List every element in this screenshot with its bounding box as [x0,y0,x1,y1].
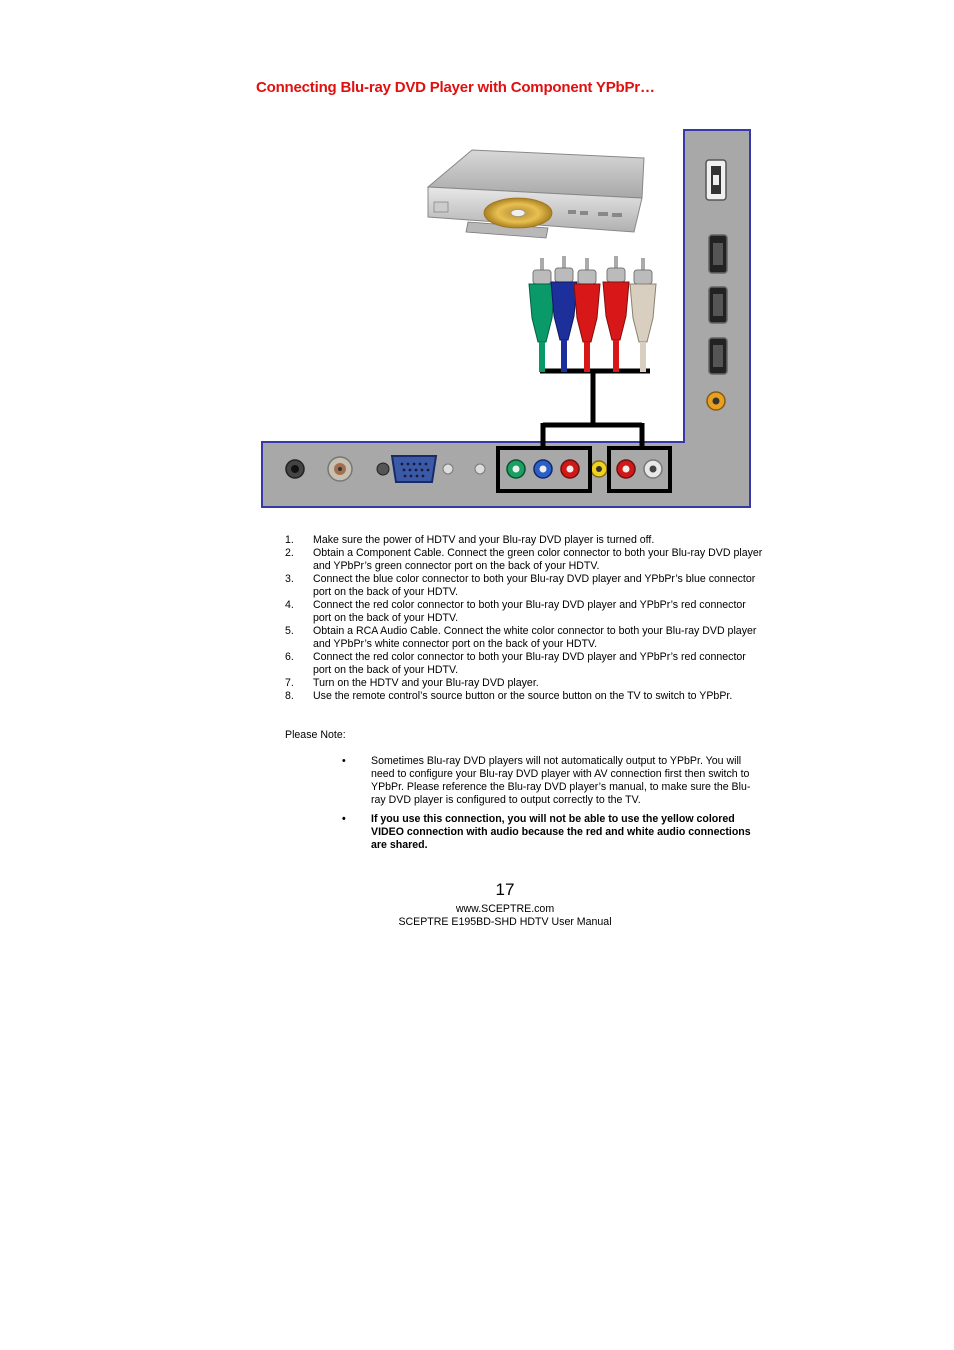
note-label: Please Note: [285,729,346,741]
hdmi-port-icon [709,338,727,374]
rca-plug-icon [603,256,629,372]
step-number: 4. [285,599,294,611]
step-text: Obtain a RCA Audio Cable. Connect the white color connector to both your Blu-ray DVD player and YPbPr’s white connector port on the back of your HDTV. [313,625,757,650]
bullet-icon: • [342,813,346,825]
dvd-player-icon [428,150,644,238]
connection-lines [540,371,650,448]
rca-plug-icon [630,258,656,372]
rca-plug-icon [551,256,577,372]
step-number: 7. [285,677,294,689]
step-number: 2. [285,547,294,559]
list-item [342,755,762,807]
step-number: 3. [285,573,294,585]
step-number: 5. [285,625,294,637]
step-text: Turn on the HDTV and your Blu-ray DVD player. [313,677,539,689]
step-number: 1. [285,534,294,546]
hdmi-port-icon [709,235,727,273]
rca-plug-icon [574,258,600,372]
list-item [285,547,765,573]
step-text: Connect the red color connector to both your Blu-ray DVD player and YPbPr’s red connector port on the back of your HDTV. [313,651,746,676]
step-number: 8. [285,690,294,702]
vga-port-icon [392,456,436,482]
footer-manual-title: SCEPTRE E195BD-SHD HDTV User Manual [398,916,612,928]
note-text: Sometimes Blu-ray DVD players will not automatically output to YPbPr. You will need to configure your Blu-ray DVD player with AV connection first then switch to YPbPr. Please reference the Blu-ray DVD player’s manual, to make sure the Blu-ray DVD player is configured to output correctly to the TV. [371,755,751,806]
hdmi-port-icon [709,287,727,323]
note-text: If you use this connection, you will not be able to use the yellow colored VIDEO connection with audio because the red and white audio connections are shared. [371,813,751,851]
list-item [285,690,765,703]
list-item [285,599,765,625]
list-item [342,813,762,852]
coax-port-icon [328,457,352,481]
step-text: Use the remote control’s source button or the source button on the TV to switch to YPbPr. [313,690,733,702]
optical-port-icon [707,392,725,410]
list-item [285,651,765,677]
instruction-steps [285,534,765,703]
step-text: Connect the blue color connector to both your Blu-ray DVD player and YPbPr’s blue connector port on the back of your HDTV. [313,573,756,598]
headphone-jack-icon [286,460,304,478]
audio-white-port [644,460,662,478]
step-text: Connect the red color connector to both your Blu-ray DVD player and YPbPr’s red connector port on the back of your HDTV. [313,599,746,624]
component-red-port [561,460,579,478]
audio-jack-icon [377,463,389,475]
notes-list [342,755,762,858]
bullet-icon: • [342,755,346,767]
audio-red-port [617,460,635,478]
step-text: Make sure the power of HDTV and your Blu-ray DVD player is turned off. [313,534,655,546]
component-green-port [507,460,525,478]
component-blue-port [534,460,552,478]
step-number: 6. [285,651,294,663]
list-item [285,573,765,599]
page-number: 17 [495,880,515,899]
connection-diagram [0,0,954,520]
step-text: Obtain a Component Cable. Connect the green color connector to both your Blu-ray DVD player and YPbPr’s green connector port on the back of your HDTV. [313,547,763,572]
page-title: Connecting Blu-ray DVD Player with Component YPbPr… [256,79,655,96]
list-item [285,677,765,690]
usb-port-icon [706,160,726,200]
list-item [285,534,765,547]
video-yellow-port [591,461,607,477]
list-item [285,625,765,651]
footer-website: www.SCEPTRE.com [455,903,555,915]
rca-plug-icon [529,258,555,372]
